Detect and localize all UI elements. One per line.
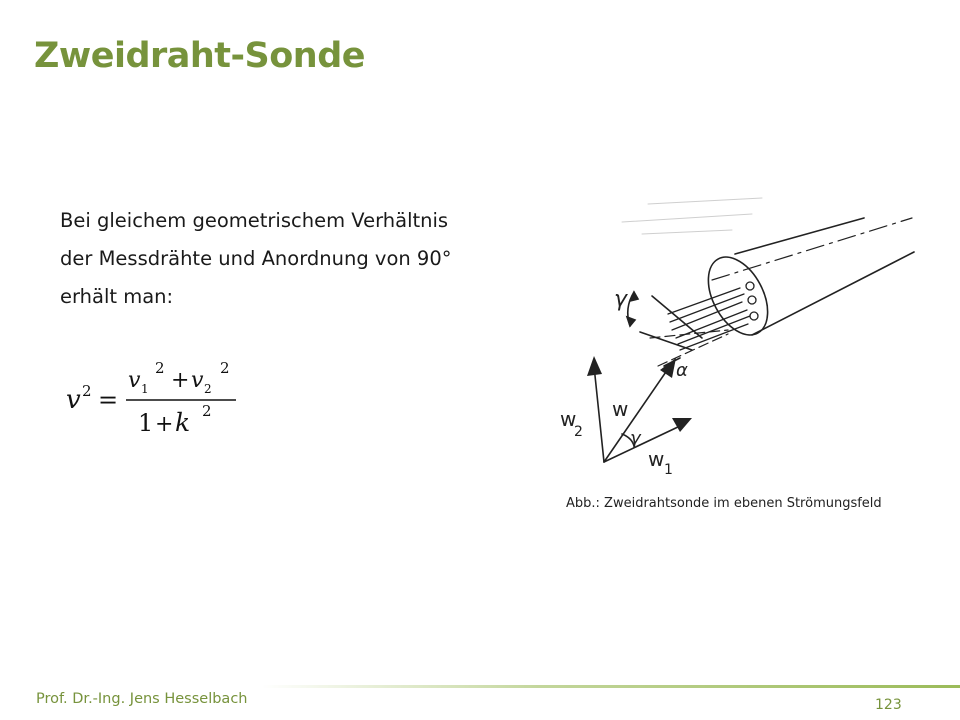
label-gamma-top: γ — [614, 287, 628, 312]
body-line-3: erhält man: — [60, 285, 174, 308]
vector-w2 — [594, 366, 604, 462]
dashed-direction-lines — [650, 330, 728, 366]
formula-den-one: 1 — [138, 409, 154, 437]
footer-divider — [262, 685, 960, 688]
formula-num-v2-sub: 2 — [204, 382, 212, 396]
formula-den-plus: + — [155, 412, 174, 437]
footer-author: Prof. Dr.-Ing. Jens Hesselbach — [36, 691, 248, 707]
formula-equals: = — [98, 386, 119, 414]
formula-lhs-exp: 2 — [82, 382, 92, 400]
formula-num-v2-exp: 2 — [220, 359, 230, 377]
scan-artifacts — [622, 198, 762, 234]
label-w2: w — [560, 407, 577, 431]
vector-w1-arrowhead — [672, 418, 692, 432]
velocity-formula — [60, 350, 250, 440]
figure-caption: Abb.: Zweidrahtsonde im ebenen Strömungsfeld — [566, 496, 882, 511]
probe-figure — [552, 190, 932, 480]
gamma-angle-top — [627, 292, 702, 350]
formula-num-plus: + — [171, 368, 190, 393]
formula-lhs-v: v — [66, 385, 81, 415]
slide-title: Zweidraht-Sonde — [34, 36, 366, 76]
probe-shaft — [696, 218, 914, 345]
body-line-2: der Messdrähte und Anordnung von 90° — [60, 247, 452, 270]
label-w1: w — [648, 447, 665, 471]
page-number: 123 — [875, 697, 902, 713]
body-line-1: Bei gleichem geometrischem Verhältnis — [60, 209, 449, 232]
label-w2-sub: 2 — [574, 424, 583, 440]
formula-num-v1-exp: 2 — [155, 359, 165, 377]
formula-den-k-exp: 2 — [202, 402, 212, 420]
formula-den-k: k — [175, 408, 191, 437]
label-w1-sub: 1 — [664, 462, 673, 478]
formula-num-v1-sub: 1 — [141, 382, 149, 396]
label-gamma-bottom: γ — [630, 428, 641, 449]
label-w: w — [612, 397, 629, 421]
formula-num-v2: v — [191, 368, 204, 393]
measuring-wires — [668, 282, 758, 350]
vector-w1 — [604, 426, 680, 462]
formula-num-v1: v — [128, 368, 141, 393]
body-text — [60, 202, 540, 316]
label-alpha: α — [676, 360, 688, 381]
vector-w2-arrowhead — [587, 356, 602, 376]
